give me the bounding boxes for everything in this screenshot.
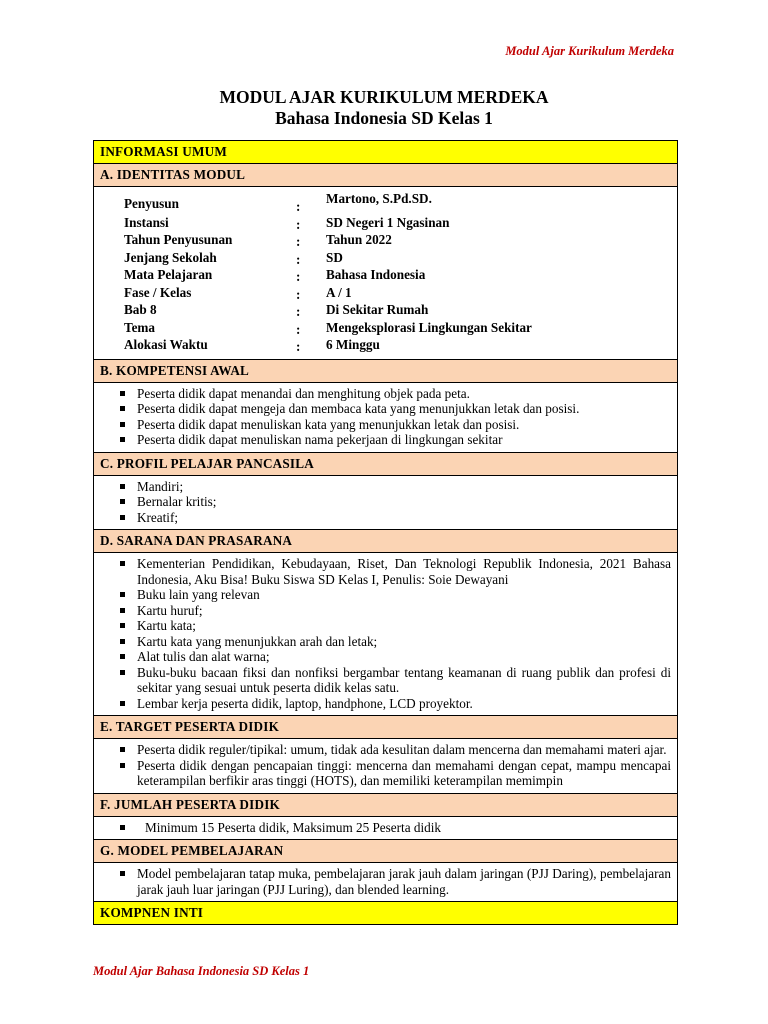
list-item: Peserta didik reguler/tipikal: umum, tidak ada kesulitan dalam mencerna dan memahami materi ajar.: [118, 742, 671, 758]
identitas-body: [94, 187, 678, 360]
identitas-colon: :: [296, 199, 301, 214]
list-item: Kementerian Pendidikan, Kebudayaan, Riset, Dan Teknologi Republik Indonesia, 2021 Bahasa Indonesia, Aku Bisa! Buku Siswa SD Kelas I, Penulis: Soie Dewayani: [118, 556, 671, 587]
list-item: Minimum 15 Peserta didik, Maksimum 25 Peserta didik: [118, 820, 671, 836]
identitas-value: Martono, S.Pd.SD.: [326, 191, 432, 206]
list-item: Bernalar kritis;: [118, 494, 671, 510]
list-item: Peserta didik dapat menuliskan kata yang menunjukkan letak dan posisi.: [118, 417, 671, 433]
identitas-row: [124, 302, 626, 320]
list-item: Kreatif;: [118, 510, 671, 526]
kompetensi-list: [118, 386, 671, 448]
identitas-table: [124, 191, 626, 355]
list-item: Peserta didik dapat menandai dan menghitung objek pada peta.: [118, 386, 671, 402]
running-header: Modul Ajar Kurikulum Merdeka: [505, 44, 674, 58]
title-line-2: Bahasa Indonesia SD Kelas 1: [275, 108, 493, 128]
list-item: Alat tulis dan alat warna;: [118, 649, 671, 665]
profil-body: [94, 475, 678, 530]
section-heading-identitas: A. IDENTITAS MODUL: [94, 164, 678, 187]
list-item: Buku lain yang relevan: [118, 587, 671, 603]
module-table: [93, 140, 678, 925]
list-item: Kartu kata yang menunjukkan arah dan letak;: [118, 634, 671, 650]
sarana-list: [118, 556, 671, 711]
identitas-colon: :: [296, 216, 301, 232]
identitas-value: Bahasa Indonesia: [326, 267, 426, 282]
jumlah-body: [94, 816, 678, 840]
identitas-key: Penyusun: [124, 196, 179, 211]
running-footer: Modul Ajar Bahasa Indonesia SD Kelas 1: [93, 964, 310, 978]
list-item: Peserta didik dapat mengeja dan membaca kata yang menunjukkan letak dan posisi.: [118, 401, 671, 417]
identitas-value: Tahun 2022: [326, 232, 392, 247]
list-item: Peserta didik dengan pencapaian tinggi: mencerna dan memahami dengan cepat, mampu mencapai keterampilan berfikir aras tinggi (HOTS), dan memiliki keterampilan memimpin: [118, 758, 671, 789]
section-heading-profil: C. PROFIL PELAJAR PANCASILA: [94, 452, 678, 475]
profil-list: [118, 479, 671, 526]
identitas-row: [124, 232, 626, 250]
list-item: Buku-buku bacaan fiksi dan nonfiksi bergambar tentang keamanan di ruang publik dan profesi di sekitar yang sesuai untuk peserta didik kelas satu.: [118, 665, 671, 696]
identitas-colon: :: [296, 339, 301, 354]
sarana-body: [94, 553, 678, 716]
identitas-colon: :: [296, 286, 301, 302]
kompetensi-body: [94, 382, 678, 452]
identitas-key: Tema: [124, 319, 156, 335]
identitas-row: [124, 215, 626, 233]
identitas-row: [124, 320, 626, 338]
identitas-row: [124, 250, 626, 268]
title-line-1: MODUL AJAR KURIKULUM MERDEKA: [219, 87, 549, 107]
identitas-value: Di Sekitar Rumah: [326, 302, 429, 317]
list-item: Kartu huruf;: [118, 603, 671, 619]
identitas-colon: :: [296, 269, 301, 284]
identitas-value: Mengeksplorasi Lingkungan Sekitar: [326, 319, 532, 335]
list-item: Peserta didik dapat menuliskan nama pekerjaan di lingkungan sekitar: [118, 432, 671, 448]
model-list: [118, 866, 671, 897]
list-item: Lembar kerja peserta didik, laptop, handphone, LCD proyektor.: [118, 696, 671, 712]
identitas-key: Alokasi Waktu: [124, 337, 208, 352]
jumlah-list: [118, 820, 671, 836]
target-body: [94, 739, 678, 794]
identitas-colon: :: [296, 234, 301, 249]
section-heading-sarana: D. SARANA DAN PRASARANA: [94, 530, 678, 553]
section-heading-model: G. MODEL PEMBELAJARAN: [94, 840, 678, 863]
identitas-key: Tahun Penyusunan: [124, 232, 233, 247]
identitas-value: SD: [326, 249, 343, 265]
identitas-value: A / 1: [326, 284, 352, 300]
identitas-value: SD Negeri 1 Ngasinan: [326, 214, 450, 230]
section-heading-jumlah: F. JUMLAH PESERTA DIDIK: [94, 793, 678, 816]
section-heading-target: E. TARGET PESERTA DIDIK: [94, 716, 678, 739]
identitas-key: Jenjang Sekolah: [124, 249, 217, 265]
list-item: Kartu kata;: [118, 618, 671, 634]
identitas-key: Fase / Kelas: [124, 284, 192, 300]
identitas-colon: :: [296, 304, 301, 319]
section-heading-kompetensi: B. KOMPETENSI AWAL: [94, 359, 678, 382]
identitas-colon: :: [296, 251, 301, 267]
identitas-row: [124, 337, 626, 355]
identitas-value: 6 Minggu: [326, 337, 380, 352]
identitas-key: Bab 8: [124, 302, 157, 317]
identitas-row: [124, 191, 626, 215]
section-heading-komponen-inti: KOMPNEN INTI: [94, 902, 678, 925]
list-item: Mandiri;: [118, 479, 671, 495]
identitas-key: Instansi: [124, 214, 169, 230]
identitas-row: [124, 267, 626, 285]
document-title: [0, 87, 768, 129]
identitas-colon: :: [296, 321, 301, 337]
list-item: Model pembelajaran tatap muka, pembelajaran jarak jauh dalam jaringan (PJJ Daring), pembelajaran jarak jauh luar jaringan (PJJ Luring), dan blended learning.: [118, 866, 671, 897]
model-body: [94, 863, 678, 902]
identitas-key: Mata Pelajaran: [124, 267, 213, 282]
identitas-row: [124, 285, 626, 303]
target-list: [118, 742, 671, 789]
section-heading-informasi-umum: INFORMASI UMUM: [94, 141, 678, 164]
